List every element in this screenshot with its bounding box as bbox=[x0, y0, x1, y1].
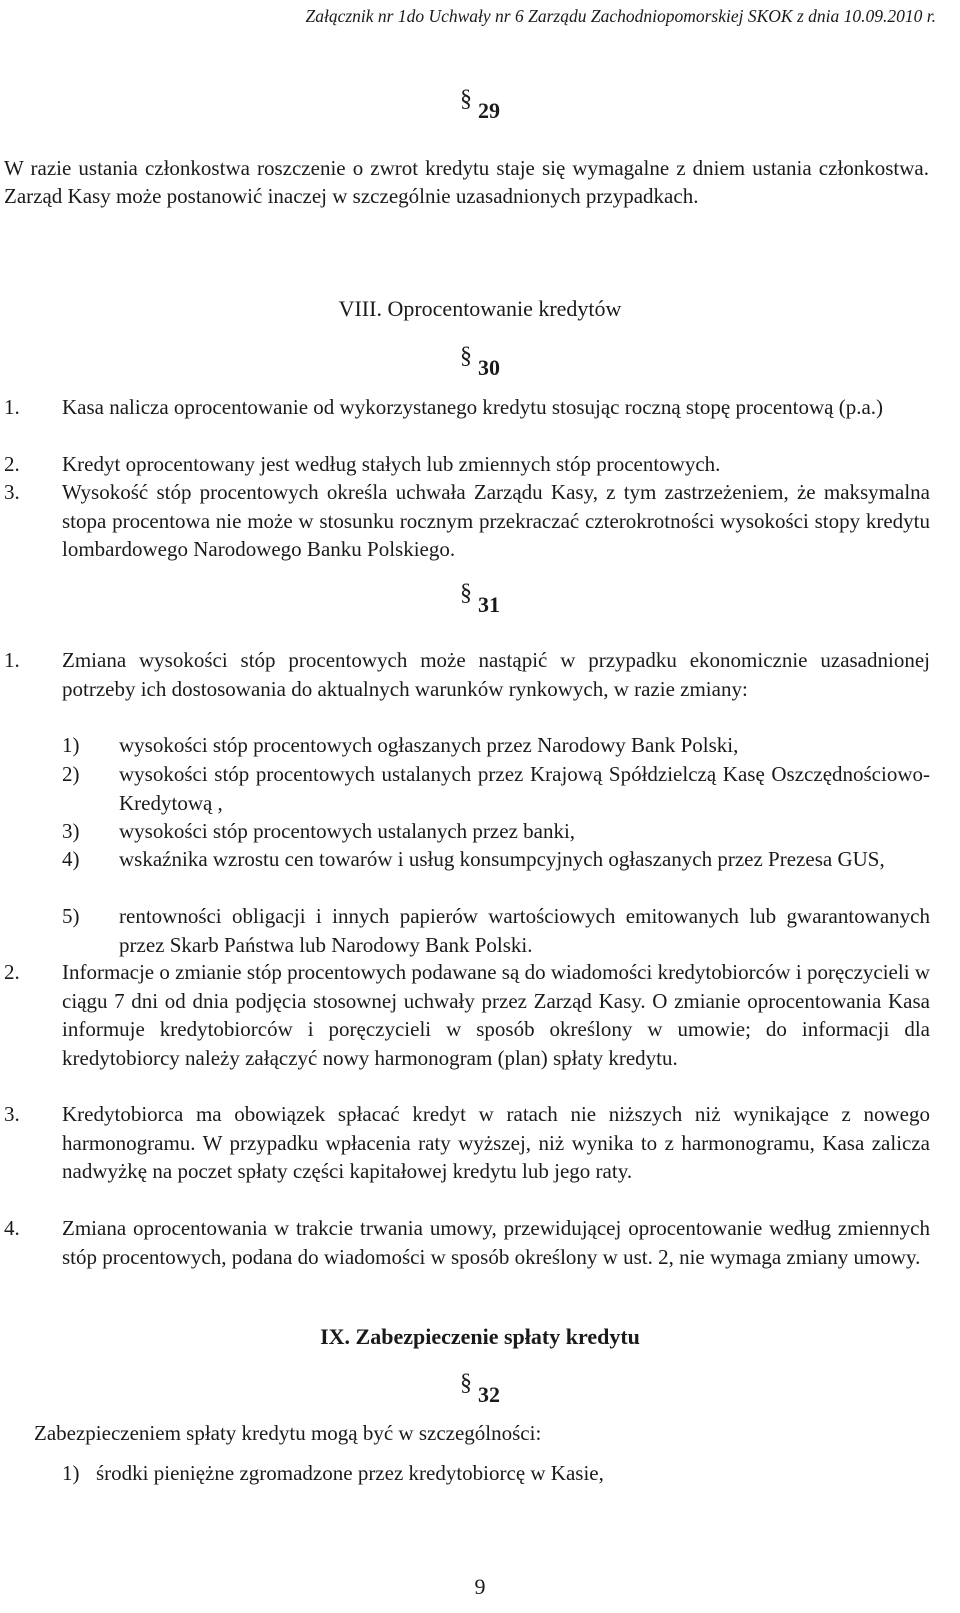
section-32-heading bbox=[0, 1370, 960, 1409]
item-number: 3. bbox=[4, 480, 20, 504]
section-31-heading bbox=[0, 580, 960, 619]
item-number: 1. bbox=[4, 395, 20, 419]
subitem-number: 1) bbox=[62, 733, 80, 757]
subitem-number: 1) bbox=[62, 1461, 80, 1485]
section-31-item: Zmiana wysokości stóp procentowych może nastąpić w przypadku ekonomicznie uzasadnionej potrzeby ich dostosowania do aktualnych warunków rynkowych, w razie zmiany: bbox=[62, 648, 930, 701]
subitem-number: 5) bbox=[62, 904, 80, 928]
section-number: 29 bbox=[478, 98, 500, 123]
section-30-item: Kredyt oprocentowany jest według stałych lub zmiennych stóp procentowych. bbox=[62, 452, 721, 476]
section-31-subitem: wysokości stóp procentowych ustalanych przez banki, bbox=[119, 819, 576, 843]
subitem-number: 2) bbox=[62, 762, 80, 786]
section-29-heading bbox=[0, 86, 960, 125]
section-32-item: środki pieniężne zgromadzone przez kredytobiorcę w Kasie, bbox=[96, 1461, 604, 1485]
section-31-subitem: rentowności obligacji i innych papierów wartościowych emitowanych lub gwarantowanych przez Skarb Państwa lub Narodowy Bank Polski. bbox=[119, 904, 930, 957]
item-number: 1. bbox=[4, 648, 20, 672]
chapter-9-title: IX. Zabezpieczenie spłaty kredytu bbox=[320, 1324, 640, 1349]
section-number: 31 bbox=[478, 592, 500, 617]
item-number: 3. bbox=[4, 1102, 20, 1126]
section-31-subitem: wskaźnika wzrostu cen towarów i usług konsumpcyjnych ogłaszanych przez Prezesa GUS, bbox=[119, 847, 885, 871]
section-31-item: Informacje o zmianie stóp procentowych podawane są do wiadomości kredytobiorców i poręczycieli w ciągu 7 dni od dnia podjęcia stosownej uchwały przez Zarząd Kasy. O zmianie oprocentowania Kasa informuje kredytobiorców i poręczycieli w sposób określony w umowie; do informacji dla kredytobiorcy należy załączyć nowy harmonogram (plan) spłaty kredytu. bbox=[62, 960, 930, 1070]
page-number: 9 bbox=[474, 1574, 486, 1599]
item-number: 2. bbox=[4, 960, 20, 984]
section-30-item: Kasa nalicza oprocentowanie od wykorzystanego kredytu stosując roczną stopę procentową (p.a.) bbox=[62, 395, 884, 419]
section-symbol: § bbox=[460, 343, 472, 369]
section-number: 32 bbox=[478, 1382, 500, 1407]
section-30-heading bbox=[0, 343, 960, 382]
section-symbol: § bbox=[460, 580, 472, 606]
section-number: 30 bbox=[478, 355, 500, 380]
section-31-item: Zmiana oprocentowania w trakcie trwania umowy, przewidującej oprocentowanie według zmiennych stóp procentowych, podana do wiadomości w sposób określony w ust. 2, nie wymaga zmiany umowy. bbox=[62, 1216, 930, 1269]
item-number: 4. bbox=[4, 1216, 20, 1240]
section-31-item: Kredytobiorca ma obowiązek spłacać kredyt w ratach nie niższych niż wynikające z nowego harmonogramu. W przypadku wpłacenia raty wyższej, niż wynika to z harmonogramu, Kasa zalicza nadwyżkę na poczet spłaty części kapitałowej kredytu lub jego raty. bbox=[62, 1102, 930, 1183]
section-symbol: § bbox=[460, 1370, 472, 1396]
section-symbol: § bbox=[460, 86, 472, 112]
item-number: 2. bbox=[4, 452, 20, 476]
page-header: Załącznik nr 1do Uchwały nr 6 Zarządu Zachodniopomorskiej SKOK z dnia 10.09.2010 r. bbox=[305, 6, 936, 26]
section-29-text: W razie ustania członkostwa roszczenie o zwrot kredytu staje się wymagalne z dniem ustania członkostwa. Zarząd Kasy może postanowić inaczej w szczególnie uzasadnionych przypadkach. bbox=[4, 156, 929, 208]
section-31-subitem: wysokości stóp procentowych ogłaszanych przez Narodowy Bank Polski, bbox=[119, 733, 739, 757]
section-32-intro: Zabezpieczeniem spłaty kredytu mogą być w szczególności: bbox=[34, 1421, 542, 1445]
section-31-subitem: wysokości stóp procentowych ustalanych przez Krajową Spółdzielczą Kasę Oszczędnościowo-Kredytową , bbox=[119, 762, 930, 815]
subitem-number: 4) bbox=[62, 847, 80, 871]
section-30-item: Wysokość stóp procentowych określa uchwała Zarządu Kasy, z tym zastrzeżeniem, że maksymalna stopa procentowa nie może w stosunku rocznym przekraczać czterokrotności wysokości stopy kredytu lombardowego Narodowego Banku Polskiego. bbox=[62, 480, 930, 561]
chapter-8-title: VIII. Oprocentowanie kredytów bbox=[338, 296, 622, 321]
subitem-number: 3) bbox=[62, 819, 80, 843]
